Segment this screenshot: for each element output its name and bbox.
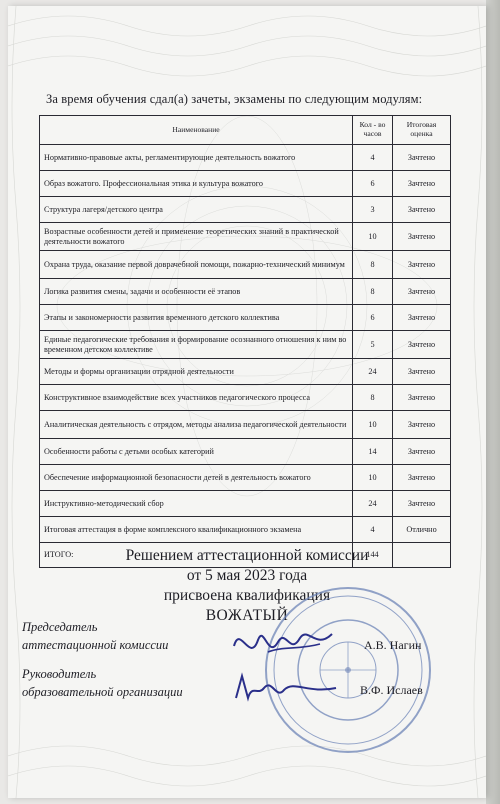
decision-line-1: Решением аттестационной комиссии	[125, 547, 369, 564]
module-hours: 4	[353, 517, 393, 543]
module-name: Образ вожатого. Профессиональная этика и культура вожатого	[40, 171, 353, 197]
table-row	[40, 331, 451, 359]
table-row	[40, 385, 451, 411]
module-name: Инструктивно-методический сбор	[40, 491, 353, 517]
module-hours: 24	[353, 491, 393, 517]
table-row	[40, 145, 451, 171]
module-hours: 4	[353, 145, 393, 171]
module-hours: 10	[353, 465, 393, 491]
module-grade: Зачтено	[393, 385, 451, 411]
module-name: Этапы и закономерности развития временного детского коллектива	[40, 305, 353, 331]
module-hours: 3	[353, 197, 393, 223]
chair-name: А.В. Нагин	[364, 638, 422, 652]
module-grade: Зачтено	[393, 359, 451, 385]
chair-role-line-1: Председатель	[22, 620, 98, 634]
module-grade: Зачтено	[393, 279, 451, 305]
certificate-page	[8, 6, 486, 798]
column-header-name: Наименование	[40, 116, 353, 145]
module-name: Охрана труда, оказание первой доврачебной помощи, пожарно-технический минимум	[40, 251, 353, 279]
table-row	[40, 517, 451, 543]
total-label: ИТОГО:	[40, 543, 353, 568]
module-grade: Зачтено	[393, 145, 451, 171]
module-name: Методы и формы организации отрядной деятельности	[40, 359, 353, 385]
modules-heading: За время обучения сдал(а) зачеты, экзамены по следующим модулям:	[46, 92, 423, 106]
table-row	[40, 223, 451, 251]
module-hours: 6	[353, 171, 393, 197]
table-row	[40, 439, 451, 465]
table-row	[40, 305, 451, 331]
head-role-line-2: образовательной организации	[22, 685, 183, 699]
module-grade: Зачтено	[393, 465, 451, 491]
module-hours: 8	[353, 385, 393, 411]
decision-line-3: присвоена квалификация	[163, 587, 331, 604]
chair-role	[22, 618, 168, 654]
module-name: Возрастные особенности детей и применение теоретических знаний в практической деятельности вожатого	[40, 223, 353, 251]
table-row	[40, 171, 451, 197]
table-row	[40, 411, 451, 439]
table-row	[40, 251, 451, 279]
module-name: Единые педагогические требования и формирование осознанного отношения к ним во временном детском коллективе	[40, 331, 353, 359]
total-hours: 144	[353, 543, 393, 568]
module-name: Нормативно-правовые акты, регламентирующие деятельность вожатого	[40, 145, 353, 171]
table-row	[40, 465, 451, 491]
module-hours: 8	[353, 279, 393, 305]
module-hours: 10	[353, 223, 393, 251]
column-header-grade: Итоговая оценка	[393, 116, 451, 145]
module-grade: Отлично	[393, 517, 451, 543]
chair-role-line-2: аттестационной комиссии	[22, 638, 169, 652]
module-hours: 14	[353, 439, 393, 465]
module-hours: 5	[353, 331, 393, 359]
module-grade: Зачтено	[393, 171, 451, 197]
module-hours: 8	[353, 251, 393, 279]
qualification-title: ВОЖАТЫЙ	[205, 607, 289, 624]
decision-date: от 5 мая 2023 года	[186, 567, 308, 584]
document-edge	[486, 0, 500, 804]
module-name: Обеспечение информационной безопасности детей в деятельность вожатого	[40, 465, 353, 491]
table-row	[40, 279, 451, 305]
module-grade: Зачтено	[393, 251, 451, 279]
module-hours: 10	[353, 411, 393, 439]
head-name: В.Ф. Ислаев	[360, 683, 423, 697]
modules-table	[39, 115, 451, 568]
module-name: Итоговая аттестация в форме комплексного квалификационного экзамена	[40, 517, 353, 543]
head-role-line-1: Руководитель	[22, 667, 97, 681]
table-row	[40, 491, 451, 517]
module-name: Логика развития смены, задачи и особенности её этапов	[40, 279, 353, 305]
table-row	[40, 197, 451, 223]
module-name: Структура лагеря/детского центра	[40, 197, 353, 223]
module-grade: Зачтено	[393, 491, 451, 517]
chair-signature	[228, 616, 348, 676]
head-signature	[228, 668, 348, 708]
module-grade: Зачтено	[393, 411, 451, 439]
module-name: Конструктивное взаимодействие всех участников педагогического процесса	[40, 385, 353, 411]
module-grade: Зачтено	[393, 197, 451, 223]
module-name: Аналитическая деятельность с отрядом, методы анализа педагогической деятельности	[40, 411, 353, 439]
module-grade: Зачтено	[393, 331, 451, 359]
module-name: Особенности работы с детьми особых категорий	[40, 439, 353, 465]
column-header-hours: Кол - во часов	[353, 116, 393, 145]
head-role	[22, 665, 183, 701]
table-row	[40, 359, 451, 385]
module-hours: 6	[353, 305, 393, 331]
module-grade: Зачтено	[393, 305, 451, 331]
module-grade: Зачтено	[393, 439, 451, 465]
module-hours: 24	[353, 359, 393, 385]
module-grade: Зачтено	[393, 223, 451, 251]
